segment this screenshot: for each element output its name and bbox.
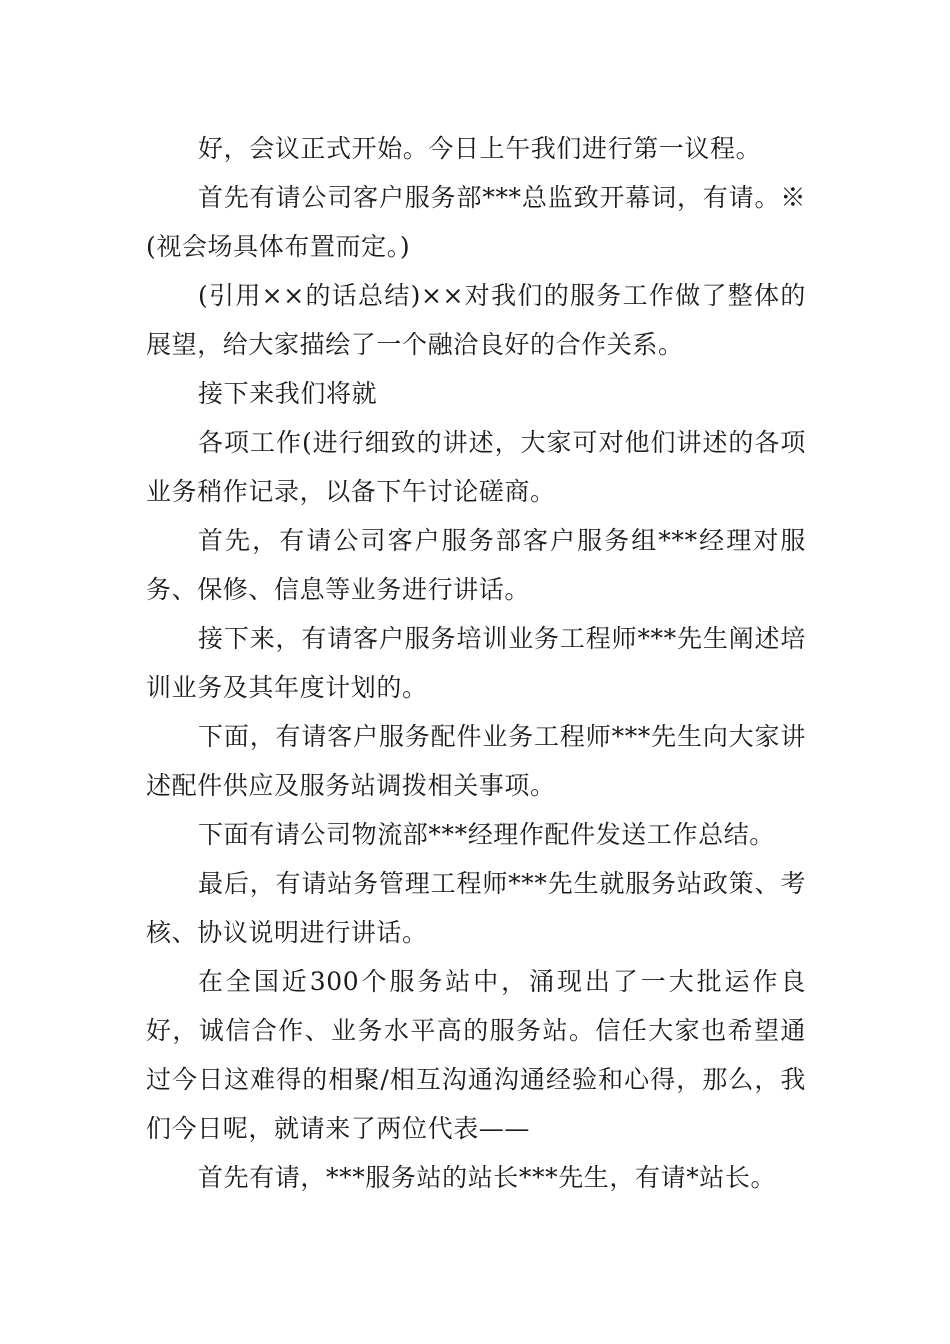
paragraph-5: 各项工作(进行细致的讲述，大家可对他们讲述的各项业务稍作记录，以备下午讨论磋商。 [146,428,806,506]
paragraph-3: (引用××的话总结)××对我们的服务工作做了整体的展望，给大家描绘了一个融洽良好的合作关系。 [146,281,806,359]
paragraph-8: 下面，有请客户服务配件业务工程师***先生向大家讲述配件供应及服务站调拨相关事项。 [146,722,806,800]
paragraph-4: 接下来我们将就 [198,379,378,408]
paragraph-7: 接下来，有请客户服务培训业务工程师***先生阐述培训业务及其年度计划的。 [146,624,806,702]
paragraph-10: 最后，有请站务管理工程师***先生就服务站政策、考核、协议说明进行讲话。 [146,869,806,947]
paragraph-2: 首先有请公司客户服务部***总监致开幕词，有请。※(视会场具体布置而定。) [146,183,806,261]
paragraph-1: 好，会议正式开始。今日上午我们进行第一议程。 [198,134,762,163]
paragraph-12: 首先有请，***服务站的站长***先生，有请*站长。 [198,1163,777,1192]
paragraph-11: 在全国近300个服务站中，涌现出了一大批运作良好，诚信合作、业务水平高的服务站。信任大家也希望通过今日这难得的相聚/相互沟通沟通经验和心得，那么，我们今日呢，就请来了两位代表—— [146,967,806,1143]
paragraph-9: 下面有请公司物流部***经理作配件发送工作总结。 [198,820,775,849]
document-body [146,124,806,1202]
paragraph-6: 首先，有请公司客户服务部客户服务组***经理对服务、保修、信息等业务进行讲话。 [146,526,806,604]
